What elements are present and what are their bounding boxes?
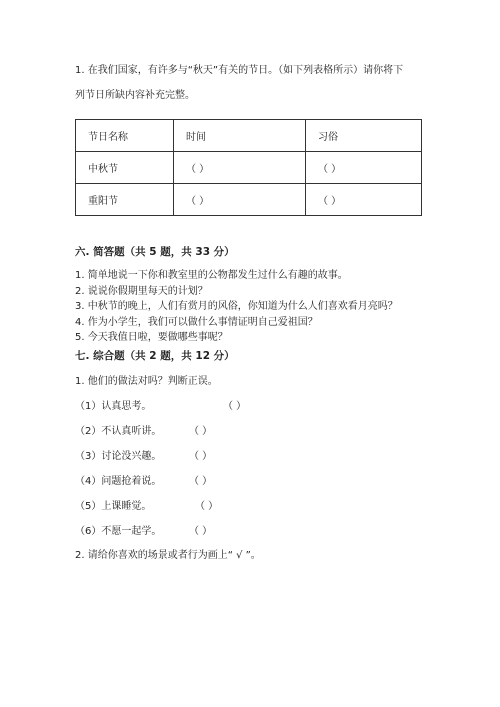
judgement-blank[interactable]: （ ） — [189, 476, 213, 487]
list-item: 1. 简单地说一下你和教室里的公物都发生过什么有趣的故事。 — [75, 270, 348, 281]
judgement-blank[interactable]: （ ） — [189, 451, 213, 462]
question-1-line-2: 列节日所缺内容补充完整。 — [75, 90, 195, 101]
table-header-cell: 节日名称 — [76, 120, 174, 152]
judgement-blank[interactable]: （ ） — [195, 501, 219, 512]
section-7-question-1: 1. 他们的做法对吗？判断正误。 — [75, 376, 218, 387]
list-item: 3. 中秋节的晚上，人们有赏月的风俗，你知道为什么人们喜欢看月亮吗？ — [75, 301, 398, 312]
table-header-cell: 时间 — [174, 120, 306, 152]
table-cell-custom[interactable]: （ ） — [306, 152, 422, 184]
table-row — [76, 152, 422, 184]
table-cell-name: 重阳节 — [76, 184, 174, 216]
table-row — [76, 184, 422, 216]
judgement-blank[interactable]: （ ） — [223, 401, 247, 412]
judgement-blank[interactable]: （ ） — [189, 526, 213, 537]
list-item: 4. 作为小学生，我们可以做什么事情证明自己爱祖国？ — [75, 316, 318, 328]
section-7-question-2: 2. 请给你喜欢的场景或者行为画上“ √ ”。 — [75, 550, 261, 561]
question-1-line-1: 1. 在我们国家，有许多与“秋天”有关的节日。（如下列表格所示）请你将下 — [75, 65, 404, 76]
judgement-label: （2）不认真听讲。 — [75, 426, 162, 437]
table-header-row — [76, 120, 422, 152]
list-item: 5. 今天我值日啦，要做哪些事呢？ — [75, 332, 228, 343]
judgement-item — [75, 522, 212, 537]
judgement-item — [75, 472, 212, 487]
table-cell-name: 中秋节 — [76, 152, 174, 184]
judgement-label: （6）不愿一起学。 — [75, 526, 162, 537]
table-cell-time[interactable]: （ ） — [174, 152, 306, 184]
judgement-label: （3）讨论没兴趣。 — [75, 451, 162, 462]
judgement-label: （5）上课睡觉。 — [75, 501, 152, 512]
table-header-cell: 习俗 — [306, 120, 422, 152]
judgement-item — [75, 447, 212, 462]
judgement-item — [75, 422, 212, 437]
section-6-title: 六. 简答题（共 5 题，共 33 分） — [75, 246, 235, 258]
section-6-question-list — [75, 268, 398, 346]
table-cell-custom[interactable]: （ ） — [306, 184, 422, 216]
list-item: 2. 说说你假期里每天的计划？ — [75, 285, 208, 297]
judgement-label: （1）认真思考。 — [75, 401, 152, 412]
judgement-label: （4）问题抢着说。 — [75, 476, 162, 487]
judgement-blank[interactable]: （ ） — [189, 426, 213, 437]
judgement-item — [75, 497, 218, 512]
festival-table — [75, 119, 422, 216]
section-7-title: 七. 综合题（共 2 题，共 12 分） — [75, 350, 235, 362]
table-cell-time[interactable]: （ ） — [174, 184, 306, 216]
judgement-item — [75, 397, 246, 412]
